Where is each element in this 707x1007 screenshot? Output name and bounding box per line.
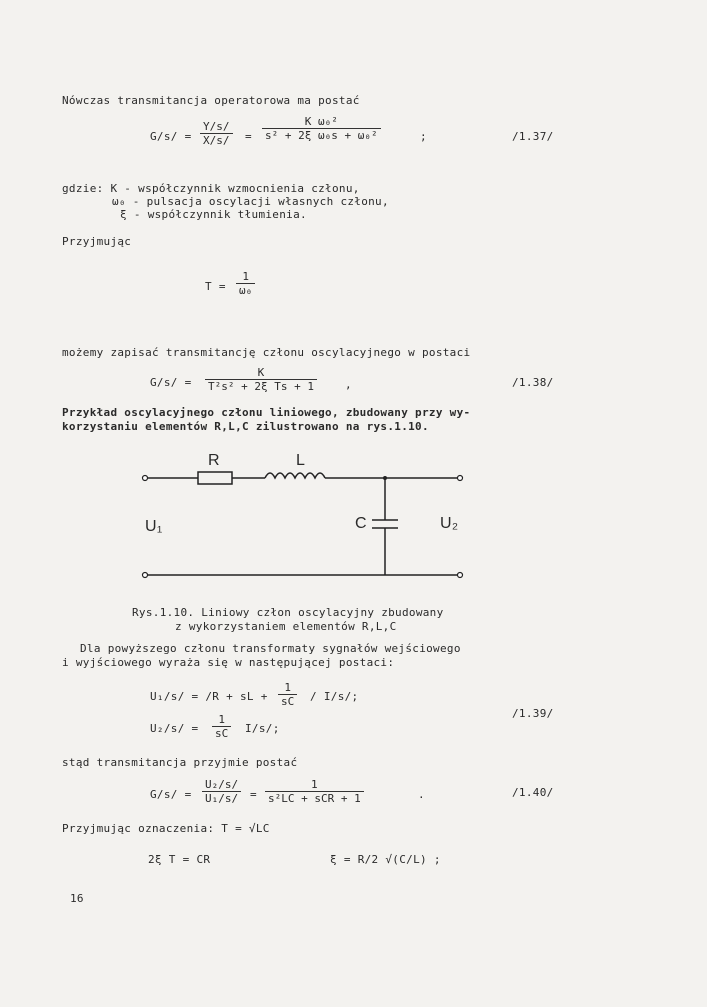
text-line: Przyjmując <box>62 235 132 248</box>
equation-number: /1.39/ <box>512 707 554 720</box>
denominator: s²LC + sCR + 1 <box>265 791 364 805</box>
fraction <box>265 778 364 805</box>
fraction <box>202 778 241 805</box>
fraction <box>212 713 231 740</box>
eq-rhs: / I/s/; <box>310 690 359 703</box>
eq-lhs: U₂/s/ = <box>150 722 199 735</box>
eq-rhs: I/s/; <box>245 722 280 735</box>
text-line: korzystaniu elementów R,L,C zilustrowano na rys.1.10. <box>62 420 429 433</box>
eq-lhs: T = <box>205 280 226 293</box>
text-line: 2ξ T = CR <box>148 853 211 866</box>
text-line: Nówczas transmitancja operatorowa ma postać <box>62 94 360 107</box>
resistor-label: R <box>208 452 220 469</box>
text-line: ξ = R/2 √(C/L) ; <box>330 853 441 866</box>
equation-number: /1.37/ <box>512 130 554 143</box>
eq-tail: . <box>418 788 425 801</box>
eq-tail: , <box>345 378 352 391</box>
output-voltage-label: U₂ <box>440 515 459 532</box>
page-number: 16 <box>70 892 84 905</box>
equals: = <box>250 788 257 801</box>
denominator: T²s² + 2ξ Ts + 1 <box>205 379 317 393</box>
numerator: 1 <box>218 713 225 726</box>
numerator: U₂/s/ <box>205 778 239 791</box>
equals: = <box>245 130 252 143</box>
figure-caption: Rys.1.10. Liniowy człon oscylacyjny zbudowany <box>132 606 444 619</box>
eq-lhs: G/s/ = <box>150 130 192 143</box>
denominator: sC <box>212 726 231 740</box>
numerator: 1 <box>242 270 249 283</box>
text-line: Przyjmując oznaczenia: T = √LC <box>62 822 270 835</box>
numerator: 1 <box>311 778 318 791</box>
text-line: stąd transmitancja przyjmie postać <box>62 756 298 769</box>
text-line: Przykład oscylacyjnego członu liniowego, zbudowany przy wy- <box>62 406 471 419</box>
numerator: 1 <box>284 681 291 694</box>
numerator: Y/s/ <box>203 120 230 133</box>
text-line: gdzie: K - współczynnik wzmocnienia członu, <box>62 182 360 195</box>
denominator: s² + 2ξ ω₀s + ω₀² <box>262 128 381 142</box>
text-line: i wyjściowego wyraża się w następującej postaci: <box>62 656 395 669</box>
numerator: K ω₀² <box>304 115 338 128</box>
eq-lhs: G/s/ = <box>150 376 192 389</box>
eq-tail: ; <box>420 130 427 143</box>
fraction <box>278 681 297 708</box>
text-line: możemy zapisać transmitancję członu oscylacyjnego w postaci <box>62 346 471 359</box>
eq-lhs: G/s/ = <box>150 788 192 801</box>
denominator: U₁/s/ <box>202 791 241 805</box>
text-line: ξ - współczynnik tłumienia. <box>120 208 307 221</box>
equation-number: /1.40/ <box>512 786 554 799</box>
text-line: ω₀ - pulsacja oscylacji własnych członu, <box>112 195 389 208</box>
inductor-label: L <box>296 452 306 469</box>
equation-number: /1.38/ <box>512 376 554 389</box>
eq-lhs: U₁/s/ = /R + sL + <box>150 690 268 703</box>
denominator: sC <box>278 694 297 708</box>
denominator: ω₀ <box>236 283 255 297</box>
denominator: X/s/ <box>200 133 233 147</box>
capacitor-label: C <box>355 515 367 532</box>
text-line: Dla powyższego członu transformaty sygnałów wejściowego <box>80 642 461 655</box>
figure-caption: z wykorzystaniem elementów R,L,C <box>175 620 397 633</box>
numerator: K <box>257 366 265 379</box>
input-voltage-label: U₁ <box>145 518 163 535</box>
